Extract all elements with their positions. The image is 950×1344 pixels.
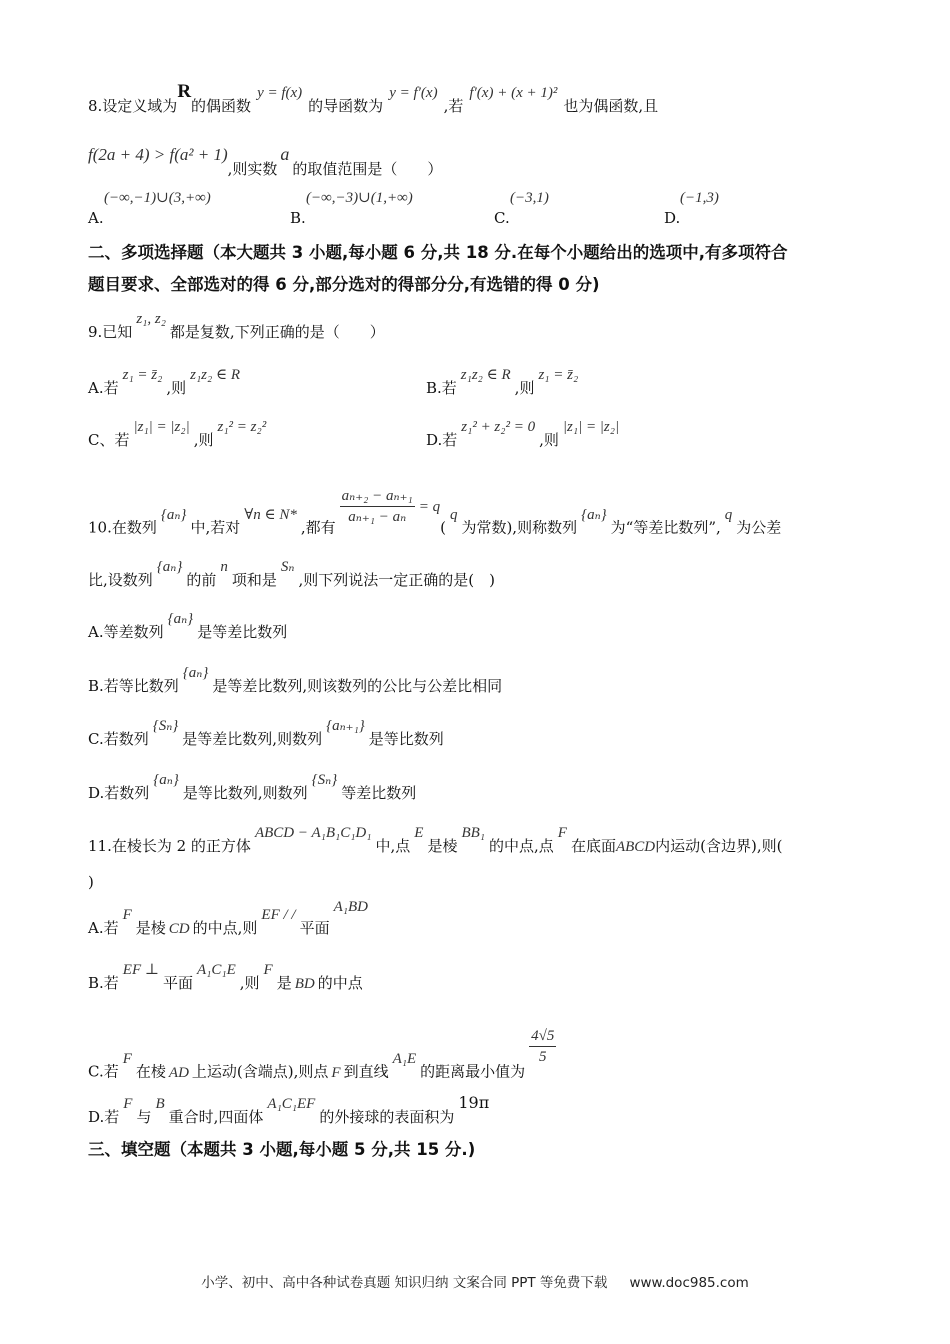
q11-math-cube: ABCD − A₁B₁C₁D₁ [254,825,372,841]
q9-text: ,则 [539,431,559,449]
q10-optC [88,718,880,750]
q11-math-EF-parallel: EF / / [261,907,296,923]
q10-optA [88,611,880,643]
page-footer [0,1271,950,1291]
q8-optD-math: (−1,3) [680,190,719,206]
q11-fraction [529,1026,556,1067]
q10-math-q: q [449,506,458,523]
q11-math-F: F [557,825,567,841]
q11-text: 的外接球的表面积为 [319,1108,455,1126]
q10-math-n: n [220,559,228,575]
q11-math-BB1: BB₁ [461,825,485,841]
q11-fraction-numerator: 4√5 [529,1026,556,1047]
q8-line1 [88,81,880,117]
q10-math-forall: ∀n ∈ N* [244,506,297,523]
q10-text: 等差比数列 [341,784,417,802]
q8-text: 的取值范围是（ ） [292,160,443,178]
q9-optA-math2: z₁z₂ ∈ R [190,367,240,383]
q10-fraction [340,486,415,527]
q9-optA [88,367,244,399]
q9-optD-math2: |z₁| = |z₂| [562,419,620,435]
q11-text: 上运动(含端点),则点 [191,1062,329,1081]
q10-math-an: {aₙ} [581,506,607,523]
q8-optD-label: D. [664,209,681,227]
q8-text: ,则实数 [227,160,278,178]
q8-optA-math: (−∞,−1)∪(3,+∞) [104,190,211,206]
q11-math-B: B [155,1096,165,1112]
q9-optD-math1: z₁² + z₂² = 0 [461,419,536,435]
q8-line2 [88,144,880,179]
q11-fraction-denominator: 5 [539,1049,547,1065]
q9-optC-math2: z₁² = z₂² [217,419,267,435]
q10-text: 的前 [186,571,217,589]
q9-optB-math2: z₁ = z̄₂ [538,367,579,383]
q8-math-a: a [280,144,290,164]
q8-math-condition: f′(x) + (x + 1)² [469,85,558,101]
q10-math-an: {aₙ} [182,665,209,681]
q11-math-19pi: 19π [458,1093,490,1112]
q9-text: C、若 [88,431,130,449]
q9-text: B.若 [426,379,457,397]
q11-optD [88,1093,880,1128]
q11-math-F: F [123,1096,133,1112]
q10-math-Sn-set: {Sₙ} [152,718,179,734]
footer-url[interactable]: www.doc985.com [629,1275,749,1291]
q10-math-q: q [724,506,733,523]
q11-text: 是棱 [427,837,458,855]
q11-text: 平面 [162,974,193,992]
q11-math-A1C1E: A₁C₁E [197,962,236,978]
q11-text: 是棱 [135,919,166,937]
q11-math-BD: BD [294,976,315,992]
q10-fraction-numerator: aₙ₊₂ − aₙ₊₁ [340,486,415,507]
section2-heading-line2: 题目要求、全部选对的得 6 分,部分选对的得部分分,有选错的得 0 分) [88,275,600,294]
q10-text: 是等比数列,则数列 [182,784,308,802]
q9-text: ,则 [514,379,535,397]
q8-optB-math: (−∞,−3)∪(1,+∞) [306,190,413,206]
q11-text: 到直线 [343,1062,389,1081]
q9-optD [426,419,623,451]
q11-text: 在棱 [135,1062,166,1081]
q10-math-Sn: Sₙ [280,559,295,575]
q8-optB-label: B. [290,209,306,227]
q10-text: 为公差 [736,518,782,537]
q11-math-E: E [414,825,424,841]
q11-text: 在底面 [570,837,616,855]
q11-optC [88,1028,880,1093]
q10-text: 是等差比数列,则数列 [182,730,323,748]
q8-text: 的导函数为 [308,97,384,115]
q11-math-CD: CD [168,921,190,937]
q10-text: 是等差比数列,则该数列的公比与公差比相同 [212,677,503,695]
q11-text: 平面 [299,919,330,937]
q10-optB [88,665,880,697]
q11-text: 中,点 [375,837,411,855]
q8-math-R: R [177,81,192,102]
q8-math-f: y = f(x) [257,85,303,101]
q11-text: 重合时,四面体 [168,1108,264,1126]
q11-text: 内运动(含边界),则( [655,837,783,855]
q10-math-an: {aₙ} [156,559,183,575]
q9-text: A.若 [88,379,119,397]
q10-text: 比,设数列 [88,571,153,589]
q8-text: 的偶函数 [191,97,252,115]
q11-math-EF-perp: EF ⊥ [122,962,159,978]
q11-math-F: F [331,1064,341,1081]
q11-line1 [88,825,880,857]
q11-optB [88,962,880,994]
q8-math-inequality: f(2a + 4) > f(a² + 1) [88,145,228,164]
q8-text: 也为偶函数,且 [563,97,659,115]
q10-math-an: {aₙ} [167,611,194,627]
q11-optA [88,899,880,939]
q11-math-ABCD: ABCD [615,839,656,855]
q10-math-an: {aₙ} [153,772,179,788]
q10-line1 [88,488,880,549]
q8-text: ,若 [443,97,464,115]
q10-text: 项和是 [231,571,277,589]
q8-text: 8.设定义域为 [88,97,178,115]
q11-line1-close: ) [88,873,94,891]
q11-text: 的中点 [317,974,363,992]
q8-math-fprime: y = f′(x) [389,85,438,101]
q9-text: ,则 [166,379,187,397]
q9-text: 都是复数,下列正确的是（ ） [169,323,385,341]
q10-text: ,则下列说法一定正确的是( ) [298,571,495,589]
section3-heading: 三、填空题（本题共 3 小题,每小题 5 分,共 15 分.) [88,1140,476,1159]
q11-math-F: F [122,1050,132,1067]
q10-fraction-denominator: aₙ₊₁ − aₙ [348,509,407,525]
q11-math-AD: AD [168,1064,189,1081]
q11-text: 11.在棱长为 2 的正方体 [88,837,251,855]
q11-math-A1BD: A₁BD [333,899,368,915]
section2-heading-line1: 二、多项选择题（本大题共 3 小题,每小题 6 分,共 18 分.在每个小题给出的选项中,有多项符合 [88,243,788,262]
q9-text: D.若 [426,431,458,449]
q10-math-Sn-set: {Sₙ} [311,772,338,788]
q11-text: A.若 [88,919,119,937]
q10-text: C.若数列 [88,730,149,748]
q9-math-z: z₁, z₂ [136,311,166,327]
q10-text: 中,若对 [190,518,241,537]
q9-text: ,则 [193,431,214,449]
q11-text: ,则 [239,974,260,992]
q10-text: 为“等差比数列”, [610,518,721,537]
q11-math-F: F [122,907,132,923]
q11-math-A1E: A₁E [392,1050,417,1067]
q9-optB [426,367,582,399]
q10-text: D.若数列 [88,784,150,802]
q11-text: 的中点,点 [489,837,554,855]
q10-math-eq: = q [418,498,441,515]
q11-text: 的距离最小值为 [420,1062,526,1081]
q8-optC-math: (−3,1) [510,190,549,206]
q10-text: 是等比数列 [368,730,444,748]
q11-text: D.若 [88,1108,120,1126]
q9-optC [88,419,270,451]
q8-options [88,188,880,228]
q10-text: B.若等比数列 [88,677,179,695]
q9-stem [88,311,880,343]
q8-optC-label: C. [494,209,510,227]
q9-text: 9.已知 [88,323,133,341]
q9-optC-math1: |z₁| = |z₂| [133,419,190,435]
q8-optA-label: A. [88,209,104,227]
q11-text: 是 [276,974,292,992]
q10-text: ,都有 [300,518,336,537]
q11-math-F: F [263,962,273,978]
q10-math-an1: {aₙ₊₁} [326,718,365,734]
footer-text: 小学、初中、高中各种试卷真题 知识归纳 文案合同 PPT 等免费下载 [201,1275,608,1291]
q11-text: 的中点,则 [192,919,258,937]
q11-text: B.若 [88,974,119,992]
q10-text: 为常数),则称数列 [461,518,578,537]
q10-line2 [88,559,880,591]
q10-text: 10.在数列 [88,518,157,537]
q11-text: C.若 [88,1062,119,1081]
q9-optB-math1: z₁z₂ ∈ R [460,367,511,383]
q10-optD [88,772,880,804]
q11-text: 与 [136,1108,152,1126]
q11-math-A1C1EF: A₁C₁EF [267,1096,316,1112]
q10-text: 是等差比数列 [197,623,288,641]
q10-text: ( [440,518,446,537]
q9-optA-math1: z₁ = z̄₂ [122,367,163,383]
q10-math-an: {aₙ} [160,506,187,523]
q10-text: A.等差数列 [88,623,164,641]
